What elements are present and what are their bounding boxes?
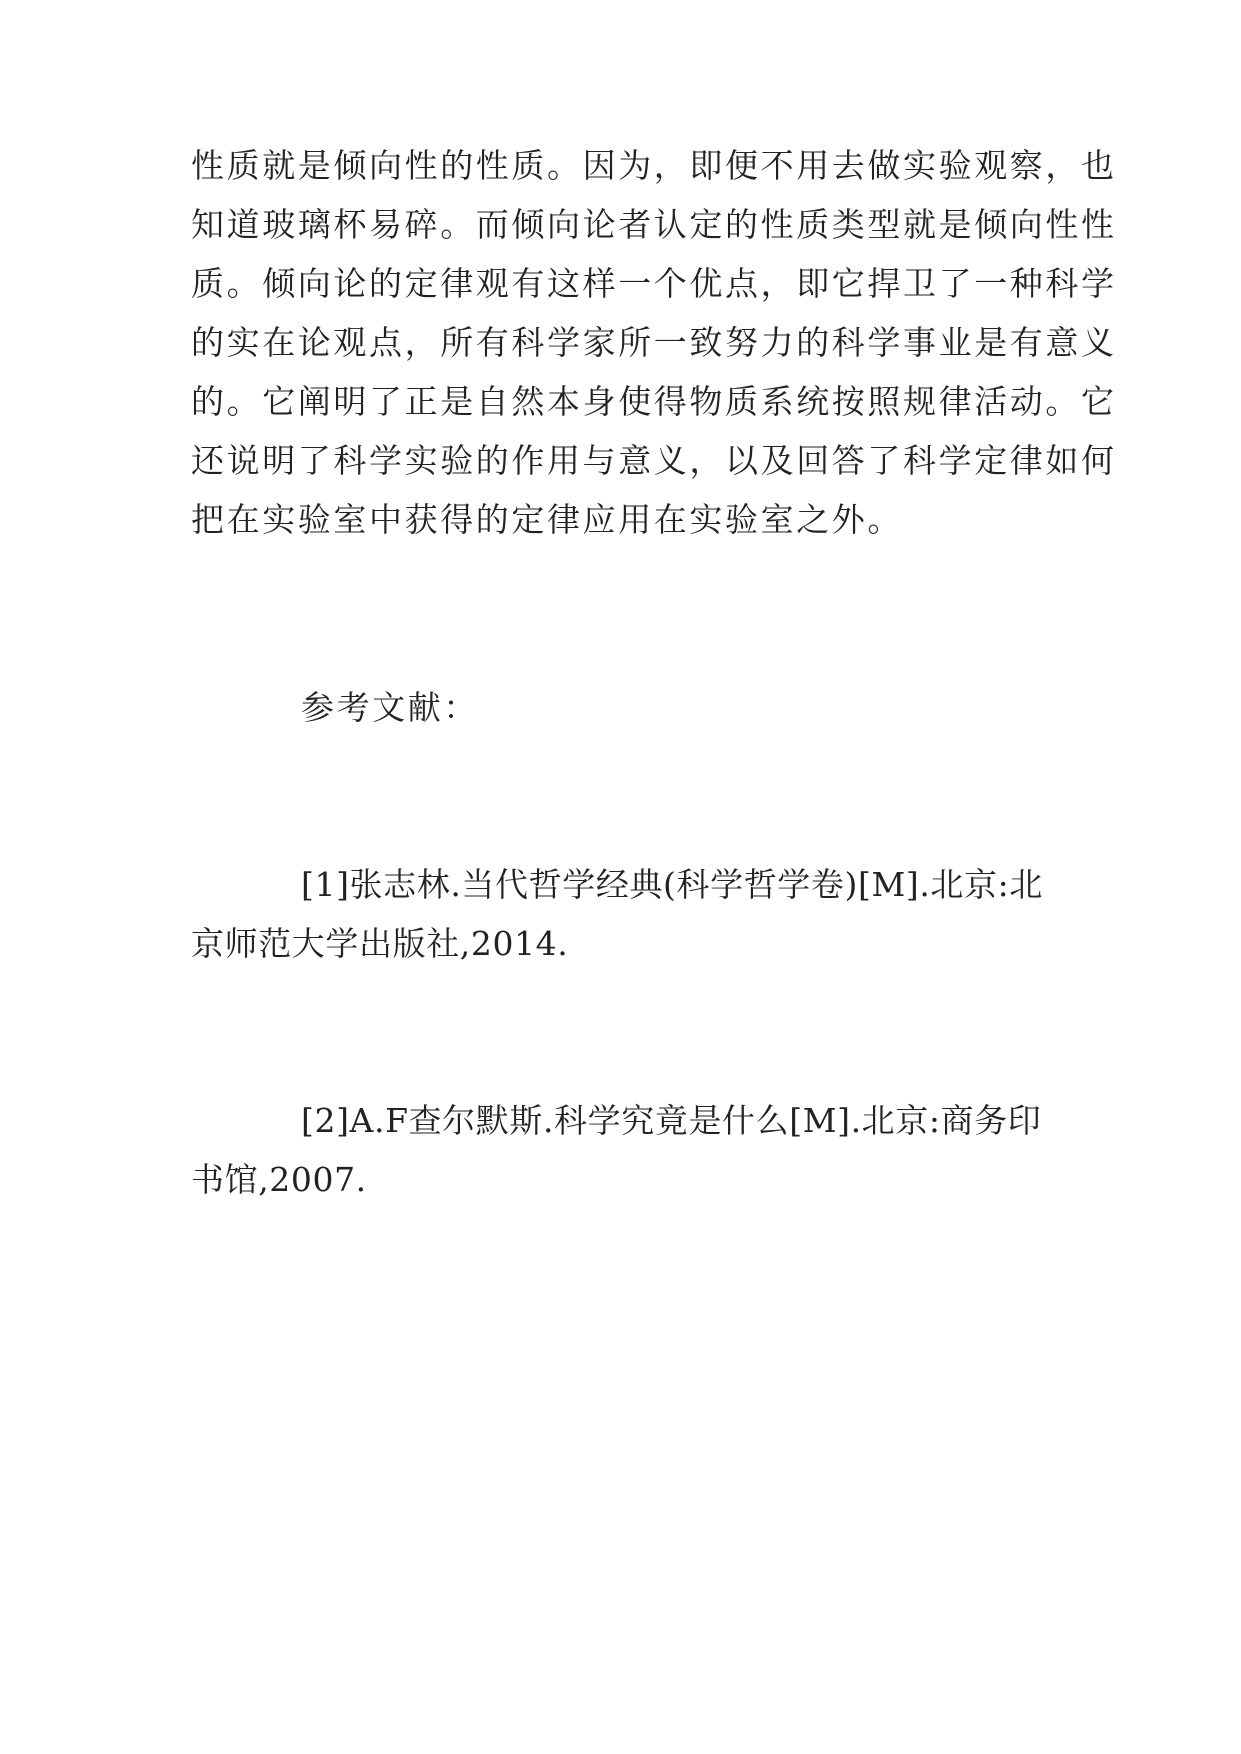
paragraph-line: 知道玻璃杯易碎。而倾向论者认定的性质类型就是倾向性性 xyxy=(191,205,1117,244)
paragraph-line: 还说明了科学实验的作用与意义，以及回答了科学定律如何 xyxy=(191,441,1117,480)
reference-line: [2]A.F查尔默斯.科学究竟是什么[M].北京:商务印 xyxy=(301,1101,1042,1140)
reference-line: [1]张志林.当代哲学经典(科学哲学卷)[M].北京:北 xyxy=(301,865,1043,904)
paragraph-line: 的实在论观点，所有科学家所一致努力的科学事业是有意义 xyxy=(191,323,1117,362)
reference-line: 京师范大学出版社,2014. xyxy=(191,924,569,963)
reference-line: 书馆,2007. xyxy=(191,1160,367,1199)
paragraph-line: 把在实验室中获得的定律应用在实验室之外。 xyxy=(191,500,903,539)
references-heading: 参考文献： xyxy=(301,688,479,727)
paragraph-line: 质。倾向论的定律观有这样一个优点，即它捍卫了一种科学 xyxy=(191,264,1117,303)
paragraph-line: 性质就是倾向性的性质。因为，即便不用去做实验观察，也 xyxy=(191,146,1117,185)
paragraph-line: 的。它阐明了正是自然本身使得物质系统按照规律活动。它 xyxy=(191,382,1117,421)
